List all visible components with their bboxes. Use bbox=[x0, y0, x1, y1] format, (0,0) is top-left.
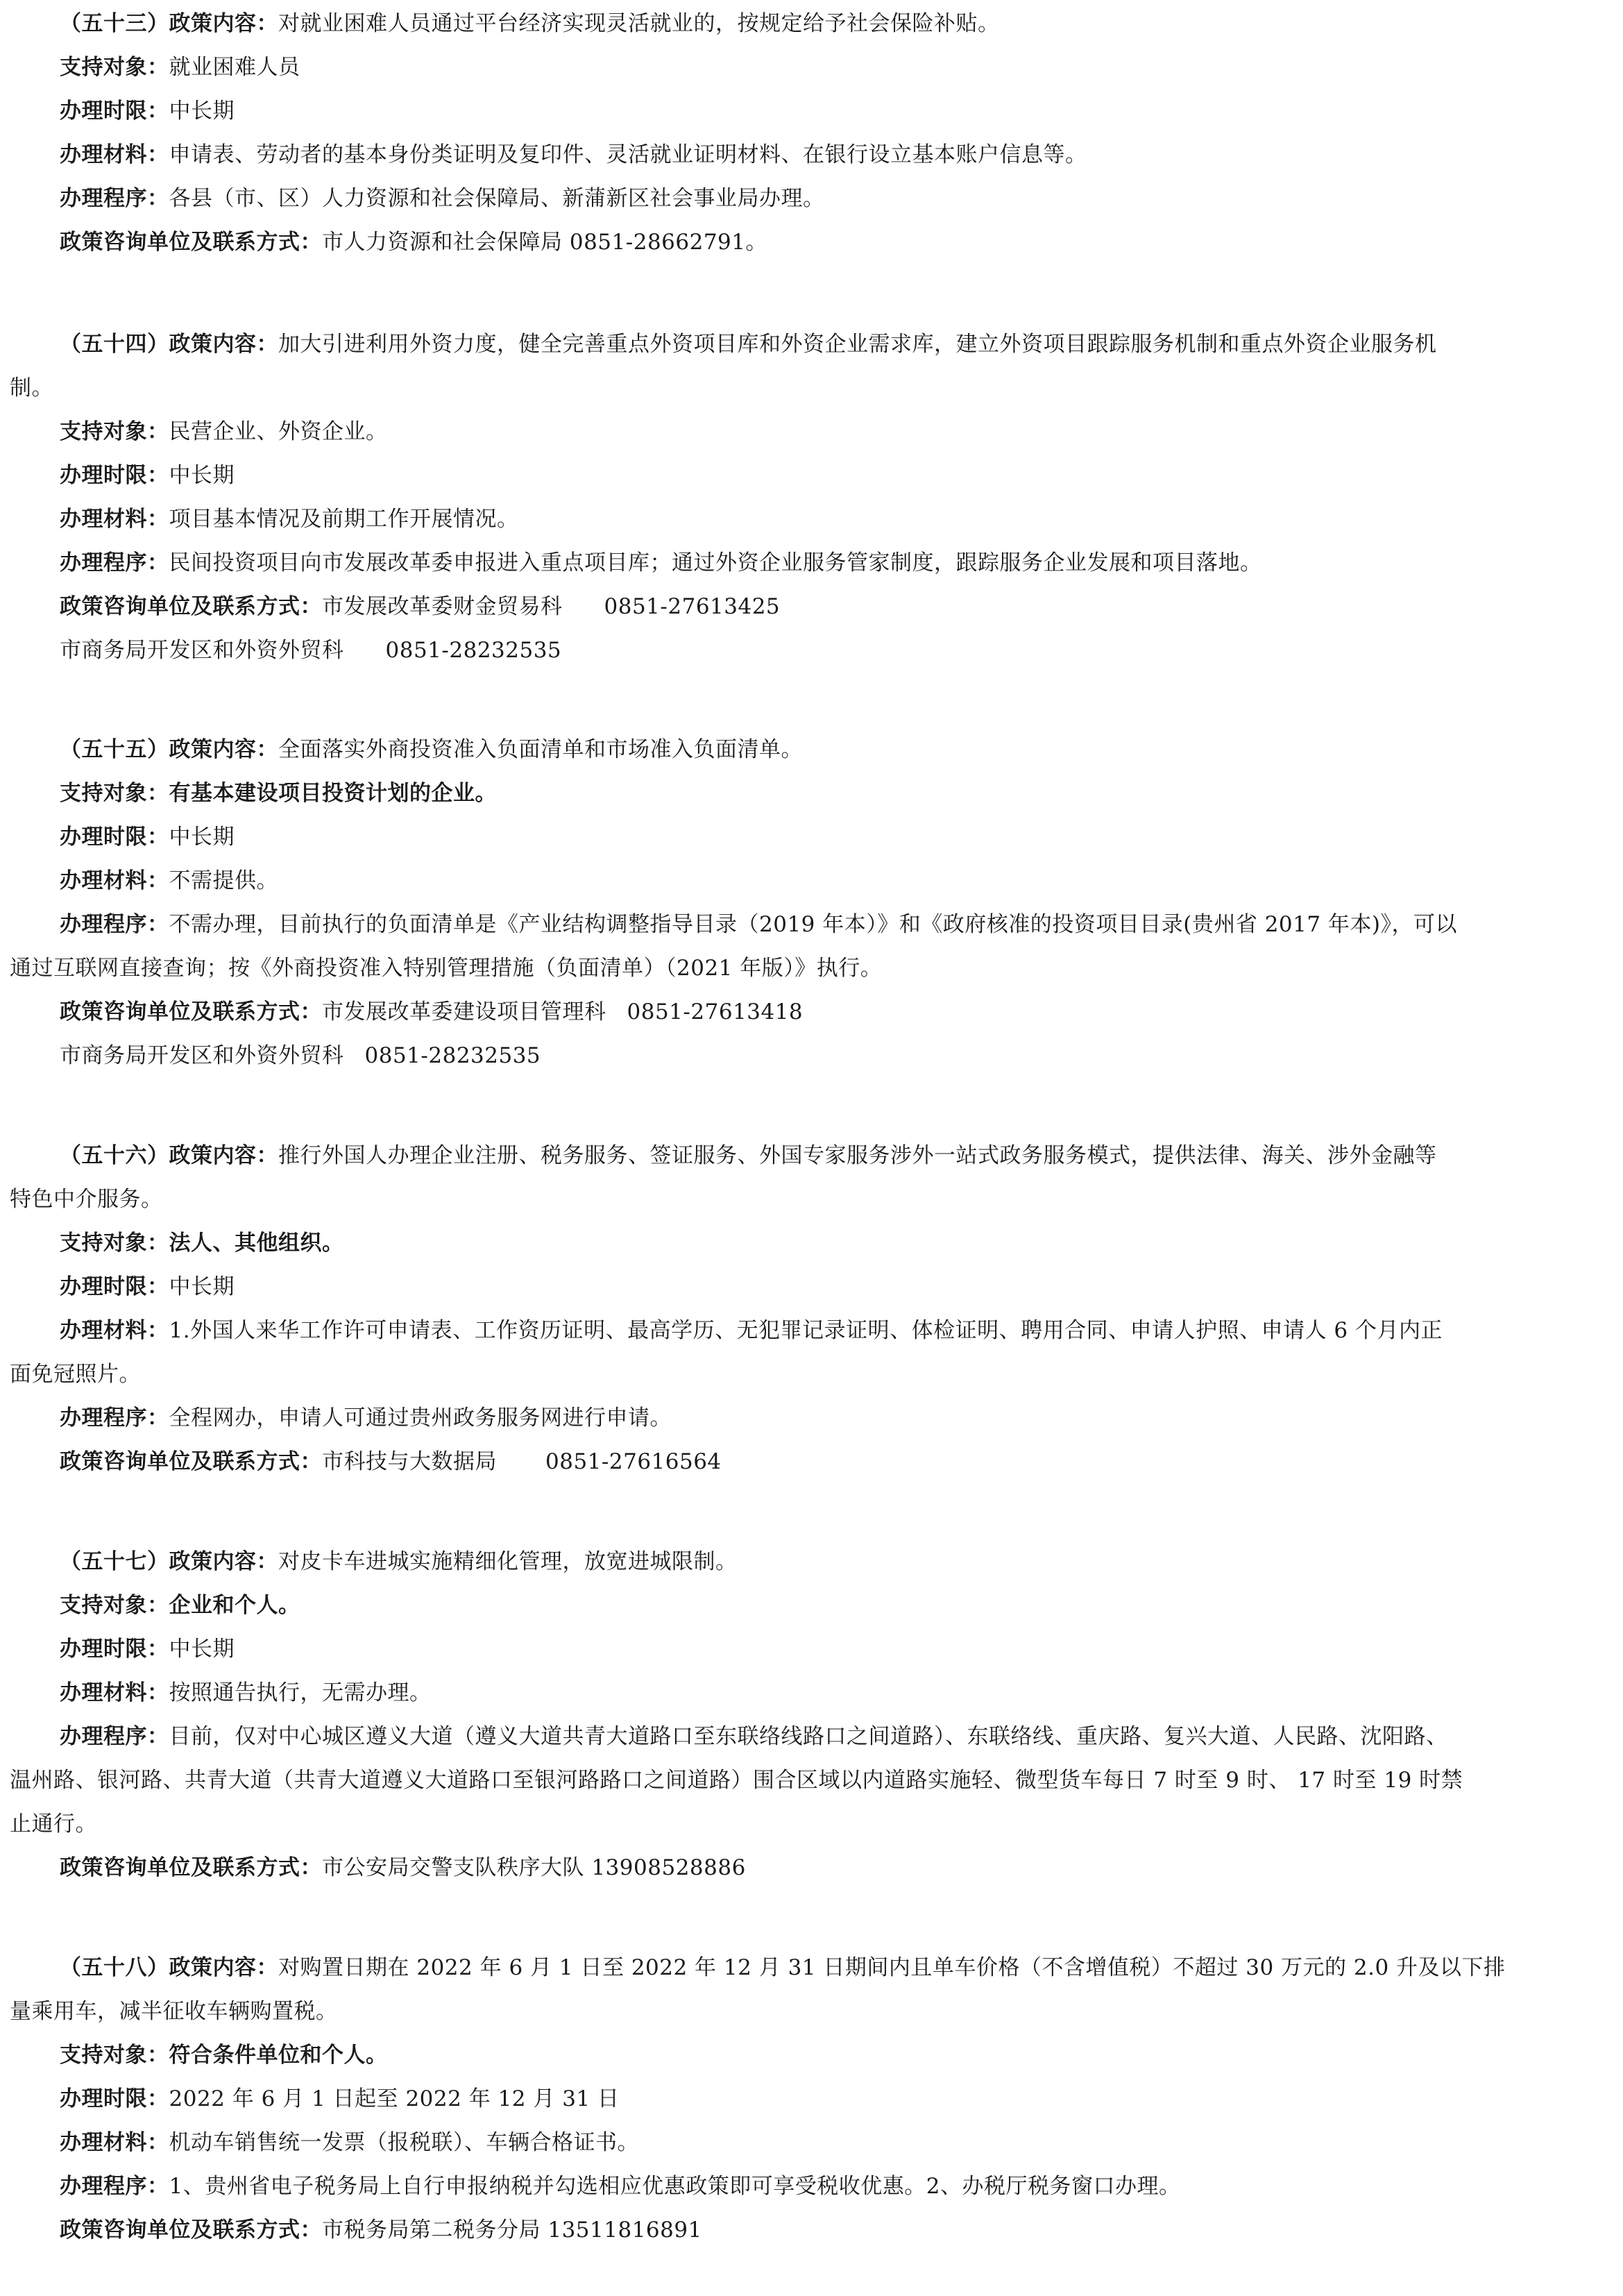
procedure-text-continued: 温州路、银河路、共青大道（共青大道遵义大道路口至银河路路口之间道路）围合区域以内道路实施轻、微型货车每日 7 时至 9 时、 17 时至 19 时禁 bbox=[10, 1768, 1463, 1793]
policy-content-continued bbox=[10, 1185, 163, 1213]
materials-label: 办理材料： bbox=[60, 507, 169, 532]
period-text: 中长期 bbox=[169, 1637, 235, 1662]
procedure-continued-2 bbox=[10, 1810, 97, 1838]
materials-line bbox=[60, 141, 1087, 169]
period-label: 办理时限： bbox=[60, 825, 169, 850]
contact-2-phone: 0851-28232535 bbox=[364, 1043, 541, 1068]
contact-label: 政策咨询单位及联系方式： bbox=[60, 594, 322, 619]
materials-line bbox=[60, 2129, 639, 2156]
content-text: 对就业困难人员通过平台经济实现灵活就业的，按规定给予社会保险补贴。 bbox=[278, 11, 1000, 36]
procedure-text: 1、贵州省电子税务局上自行申报纳税并勾选相应优惠政策即可享受税收优惠。2、办税厅税务窗口办理。 bbox=[169, 2174, 1181, 2199]
policy-content-line bbox=[60, 1142, 1437, 1170]
contact-text: 市公安局交警支队秩序大队 13908528886 bbox=[322, 1855, 746, 1880]
content-text: 对购置日期在 2022 年 6 月 1 日至 2022 年 12 月 31 日期间内且单车价格（不含增值税）不超过 30 万元的 2.0 升及以下排 bbox=[278, 1955, 1506, 1980]
contact-text: 市发展改革委财金贸易科 bbox=[322, 594, 563, 619]
target-line bbox=[60, 1229, 344, 1257]
content-label: 政策内容： bbox=[169, 1955, 278, 1980]
contact-line-2 bbox=[60, 1042, 541, 1070]
policy-number: （五十五） bbox=[60, 737, 169, 762]
procedure-label: 办理程序： bbox=[60, 1724, 169, 1749]
period-line bbox=[60, 462, 235, 489]
materials-text: 不需提供。 bbox=[169, 868, 278, 893]
contact-line bbox=[60, 998, 803, 1026]
target-line bbox=[60, 2041, 388, 2069]
procedure-text: 目前，仅对中心城区遵义大道（遵义大道共青大道路口至东联络线路口之间道路）、东联络线、重庆路、复兴大道、人民路、沈阳路、 bbox=[169, 1724, 1448, 1749]
policy-content-line bbox=[60, 736, 803, 763]
period-label: 办理时限： bbox=[60, 1274, 169, 1299]
content-text-continued: 制。 bbox=[10, 375, 53, 400]
target-line bbox=[60, 53, 300, 81]
target-label: 支持对象： bbox=[60, 419, 169, 444]
procedure-line bbox=[60, 1723, 1448, 1750]
contact-phone: 0851-27613418 bbox=[627, 999, 804, 1024]
target-text: 企业和个人。 bbox=[169, 1593, 300, 1618]
materials-text: 按照通告执行，无需办理。 bbox=[169, 1680, 432, 1705]
procedure-label: 办理程序： bbox=[60, 1406, 169, 1430]
materials-text: 机动车销售统一发票（报税联）、车辆合格证书。 bbox=[169, 2130, 639, 2155]
contact-label: 政策咨询单位及联系方式： bbox=[60, 999, 322, 1024]
procedure-text: 不需办理，目前执行的负面清单是《产业结构调整指导目录（2019 年本）》和《政府核准的投资项目目录(贵州省 2017 年本)》，可以 bbox=[169, 912, 1458, 937]
contact-line bbox=[60, 1854, 746, 1882]
period-text: 中长期 bbox=[169, 463, 235, 488]
content-label: 政策内容： bbox=[169, 332, 278, 357]
content-label: 政策内容： bbox=[169, 737, 278, 762]
materials-line bbox=[60, 1317, 1443, 1344]
contact-text: 市税务局第二税务分局 13511816891 bbox=[322, 2218, 702, 2243]
procedure-text: 全程网办，申请人可通过贵州政务服务网进行申请。 bbox=[169, 1406, 672, 1430]
contact-text: 市科技与大数据局 bbox=[322, 1449, 497, 1474]
content-text-continued: 量乘用车，减半征收车辆购置税。 bbox=[10, 1999, 338, 2024]
contact-line bbox=[60, 2216, 702, 2244]
target-line bbox=[60, 779, 497, 807]
content-label: 政策内容： bbox=[169, 1143, 278, 1168]
contact-label: 政策咨询单位及联系方式： bbox=[60, 1855, 322, 1880]
content-text: 对皮卡车进城实施精细化管理，放宽进城限制。 bbox=[278, 1549, 738, 1574]
policy-content-continued bbox=[10, 374, 53, 402]
target-label: 支持对象： bbox=[60, 55, 169, 80]
content-text-continued: 特色中介服务。 bbox=[10, 1187, 163, 1212]
policy-number: （五十三） bbox=[60, 11, 169, 36]
materials-line bbox=[60, 505, 519, 533]
target-text: 符合条件单位和个人。 bbox=[169, 2043, 388, 2068]
materials-label: 办理材料： bbox=[60, 1318, 169, 1343]
period-text: 中长期 bbox=[169, 1274, 235, 1299]
procedure-text-continued: 通过互联网直接查询；按《外商投资准入特别管理措施（负面清单）（2021 年版）》执行。 bbox=[10, 956, 883, 981]
procedure-label: 办理程序： bbox=[60, 2174, 169, 2199]
period-label: 办理时限： bbox=[60, 99, 169, 124]
contact-line bbox=[60, 228, 767, 256]
contact-label: 政策咨询单位及联系方式： bbox=[60, 230, 322, 255]
contact-2-text: 市商务局开发区和外资外贸科 bbox=[60, 638, 344, 663]
contact-text: 市人力资源和社会保障局 0851-28662791。 bbox=[322, 230, 768, 255]
target-label: 支持对象： bbox=[60, 2043, 169, 2068]
contact-phone: 0851-27616564 bbox=[545, 1449, 722, 1474]
target-label: 支持对象： bbox=[60, 1593, 169, 1618]
period-label: 办理时限： bbox=[60, 463, 169, 488]
materials-text: 申请表、劳动者的基本身份类证明及复印件、灵活就业证明材料、在银行设立基本账户信息等。 bbox=[169, 142, 1087, 167]
materials-line bbox=[60, 1679, 432, 1707]
target-line bbox=[60, 418, 388, 446]
period-text: 中长期 bbox=[169, 825, 235, 850]
materials-label: 办理材料： bbox=[60, 142, 169, 167]
procedure-line bbox=[60, 2172, 1180, 2200]
contact-line-2 bbox=[60, 636, 561, 664]
period-text: 中长期 bbox=[169, 99, 235, 124]
materials-text: 项目基本情况及前期工作开展情况。 bbox=[169, 507, 519, 532]
policy-content-line bbox=[60, 1954, 1506, 1982]
contact-label: 政策咨询单位及联系方式： bbox=[60, 1449, 322, 1474]
policy-content-line bbox=[60, 330, 1437, 358]
contact-text: 市发展改革委建设项目管理科 bbox=[322, 999, 606, 1024]
procedure-line bbox=[60, 549, 1262, 577]
period-text: 2022 年 6 月 1 日起至 2022 年 12 月 31 日 bbox=[169, 2086, 620, 2111]
period-line bbox=[60, 2085, 620, 2113]
target-text: 就业困难人员 bbox=[169, 55, 300, 80]
period-line bbox=[60, 97, 235, 125]
content-text: 全面落实外商投资准入负面清单和市场准入负面清单。 bbox=[278, 737, 803, 762]
materials-label: 办理材料： bbox=[60, 1680, 169, 1705]
materials-label: 办理材料： bbox=[60, 868, 169, 893]
procedure-continued bbox=[10, 1766, 1463, 1794]
policy-number: （五十四） bbox=[60, 332, 169, 357]
procedure-continued bbox=[10, 954, 882, 982]
target-text: 民营企业、外资企业。 bbox=[169, 419, 388, 444]
period-label: 办理时限： bbox=[60, 1637, 169, 1662]
procedure-line bbox=[60, 911, 1457, 938]
materials-line bbox=[60, 867, 278, 895]
contact-2-phone: 0851-28232535 bbox=[385, 638, 562, 663]
policy-content-line bbox=[60, 1548, 738, 1576]
contact-line bbox=[60, 1448, 722, 1476]
procedure-text: 各县（市、区）人力资源和社会保障局、新蒲新区社会事业局办理。 bbox=[169, 186, 825, 211]
target-label: 支持对象： bbox=[60, 1231, 169, 1256]
content-label: 政策内容： bbox=[169, 1549, 278, 1574]
contact-2-text: 市商务局开发区和外资外贸科 bbox=[60, 1043, 344, 1068]
contact-phone: 0851-27613425 bbox=[604, 594, 781, 619]
period-label: 办理时限： bbox=[60, 2086, 169, 2111]
procedure-label: 办理程序： bbox=[60, 186, 169, 211]
procedure-line bbox=[60, 185, 825, 212]
period-line bbox=[60, 823, 235, 851]
materials-label: 办理材料： bbox=[60, 2130, 169, 2155]
procedure-label: 办理程序： bbox=[60, 912, 169, 937]
policy-number: （五十六） bbox=[60, 1143, 169, 1168]
target-text: 有基本建设项目投资计划的企业。 bbox=[169, 781, 497, 806]
materials-text: 1.外国人来华工作许可申请表、工作资历证明、最高学历、无犯罪记录证明、体检证明、聘用合同、申请人护照、申请人 6 个月内正 bbox=[169, 1318, 1443, 1343]
target-label: 支持对象： bbox=[60, 781, 169, 806]
target-text: 法人、其他组织。 bbox=[169, 1231, 344, 1256]
materials-continued bbox=[10, 1360, 141, 1388]
period-line bbox=[60, 1635, 235, 1663]
period-line bbox=[60, 1273, 235, 1301]
policy-content-line bbox=[60, 10, 1000, 37]
contact-line bbox=[60, 593, 780, 621]
procedure-label: 办理程序： bbox=[60, 550, 169, 575]
content-label: 政策内容： bbox=[169, 11, 278, 36]
procedure-text-continued-2: 止通行。 bbox=[10, 1812, 97, 1837]
procedure-line bbox=[60, 1404, 672, 1432]
policy-number: （五十七） bbox=[60, 1549, 169, 1574]
contact-label: 政策咨询单位及联系方式： bbox=[60, 2218, 322, 2243]
content-text: 推行外国人办理企业注册、税务服务、签证服务、外国专家服务涉外一站式政务服务模式，提供法律、海关、涉外金融等 bbox=[278, 1143, 1437, 1168]
target-line bbox=[60, 1592, 300, 1619]
procedure-text: 民间投资项目向市发展改革委申报进入重点项目库；通过外资企业服务管家制度，跟踪服务企业发展和项目落地。 bbox=[169, 550, 1262, 575]
materials-text-continued: 面免冠照片。 bbox=[10, 1362, 141, 1387]
content-text: 加大引进利用外资力度，健全完善重点外资项目库和外资企业需求库，建立外资项目跟踪服务机制和重点外资企业服务机 bbox=[278, 332, 1437, 357]
policy-content-continued bbox=[10, 1998, 338, 2025]
policy-number: （五十八） bbox=[60, 1955, 169, 1980]
